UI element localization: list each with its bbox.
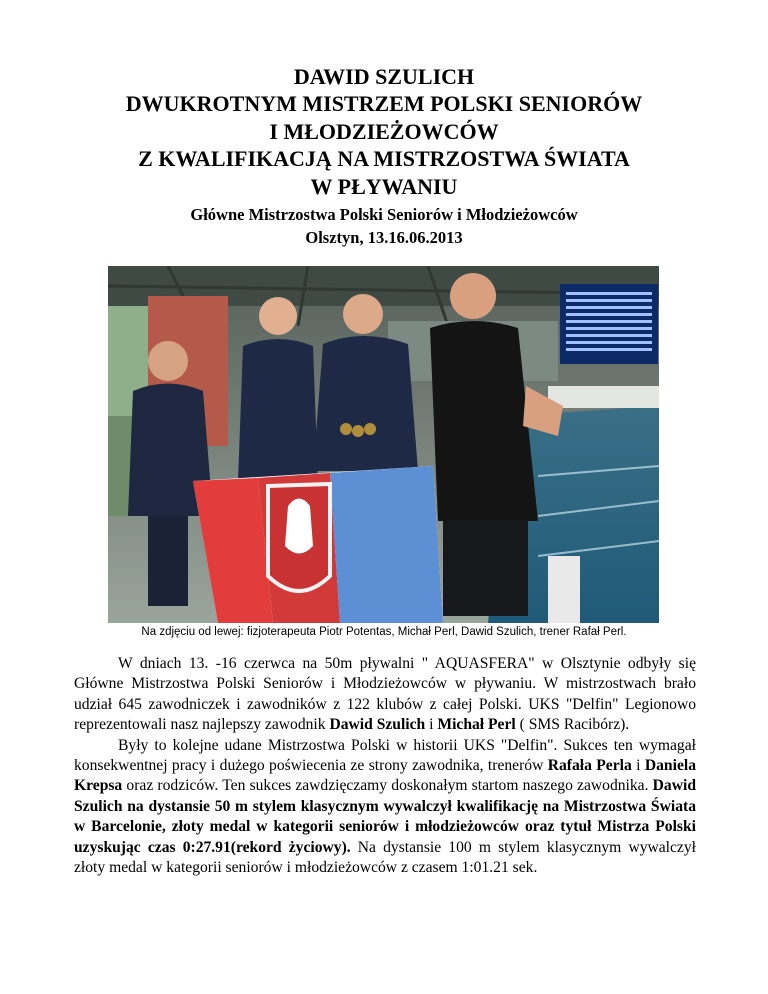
p1-text-3: ( SMS Racibórz). (515, 716, 630, 734)
title-line-2: DWUKROTNYM MISTRZEM POLSKI SENIORÓW (125, 91, 643, 117)
document-subtitle (0, 203, 768, 249)
p2-bold-2: Daniela Krepsa (74, 757, 696, 795)
p2-text-1: Były to kolejne udane Mistrzostwa Polski w historii UKS "Delfin". Sukces ten wymagał konsekwentnej pracy i dużego poświecenia ze strony zawodnika, trenerów (74, 736, 696, 775)
title-line-4: Z KWALIFIKACJĄ NA MISTRZOSTWA ŚWIATA (138, 146, 630, 172)
flag (193, 466, 443, 623)
p2-text-4: Na dystansie 100 m stylem klasycznym wywalczył złoty medal w kategorii seniorów i młodzieżowców z czasem 1:01.21 sek. (74, 838, 696, 877)
p1-text-1: W dniach 13. -16 czerwca na 50m pływalni " AQUASFERA" w Olsztynie odbyły się Główne Mistrzostwa Polski Seniorów i Młodzieżowców w pływaniu. W mistrzostwach brało udział 645 zawodniczek i zawodników z 122 klubów z całej Polski. UKS "Delfin" Legionowo reprezentowali nasz najlepszy zawodnik (74, 655, 696, 734)
scoreboard (560, 284, 658, 364)
photo-caption: Na zdjęciu od lewej: fizjoterapeuta Piotr Potentas, Michał Perl, Dawid Szulich, trener Rafał Perl. (141, 626, 627, 638)
team-photo-illustration (108, 266, 659, 623)
p2-text-3: oraz rodziców. Ten sukces zawdzięczamy doskonałym startom naszego zawodnika. (122, 777, 653, 795)
subtitle-event: Główne Mistrzostwa Polski Seniorów i Młodzieżowców (190, 205, 578, 224)
p1-bold-1: Dawid Szulich (329, 716, 426, 734)
title-line-3: I MŁODZIEŻOWCÓW (269, 118, 499, 144)
paragraph-1 (74, 654, 696, 736)
title-line-5: W PŁYWANIU (310, 173, 458, 199)
subtitle-place-date: Olsztyn, 13.16.06.2013 (305, 228, 463, 247)
p2-bold-1: Rafała Perla (547, 757, 632, 775)
p2-text-2: i (631, 757, 645, 775)
p2-bold-3: Dawid Szulich na dystansie 50 m stylem klasycznym wywalczył kwalifikację na Mistrzostwa Świata w Barcelonie, złoty medal w kategorii seniorów i młodzieżowców oraz tytuł Mistrza Polski uzyskując czas 0:27.91(rekord życiowy). (74, 777, 696, 856)
document-title (0, 63, 768, 200)
p1-text-2: i (425, 716, 438, 734)
paragraph-2 (74, 736, 696, 879)
article-body (74, 654, 696, 878)
title-line-1: DAWID SZULICH (293, 64, 475, 89)
team-photo (108, 266, 659, 623)
p1-bold-2: Michał Perl (437, 716, 516, 734)
